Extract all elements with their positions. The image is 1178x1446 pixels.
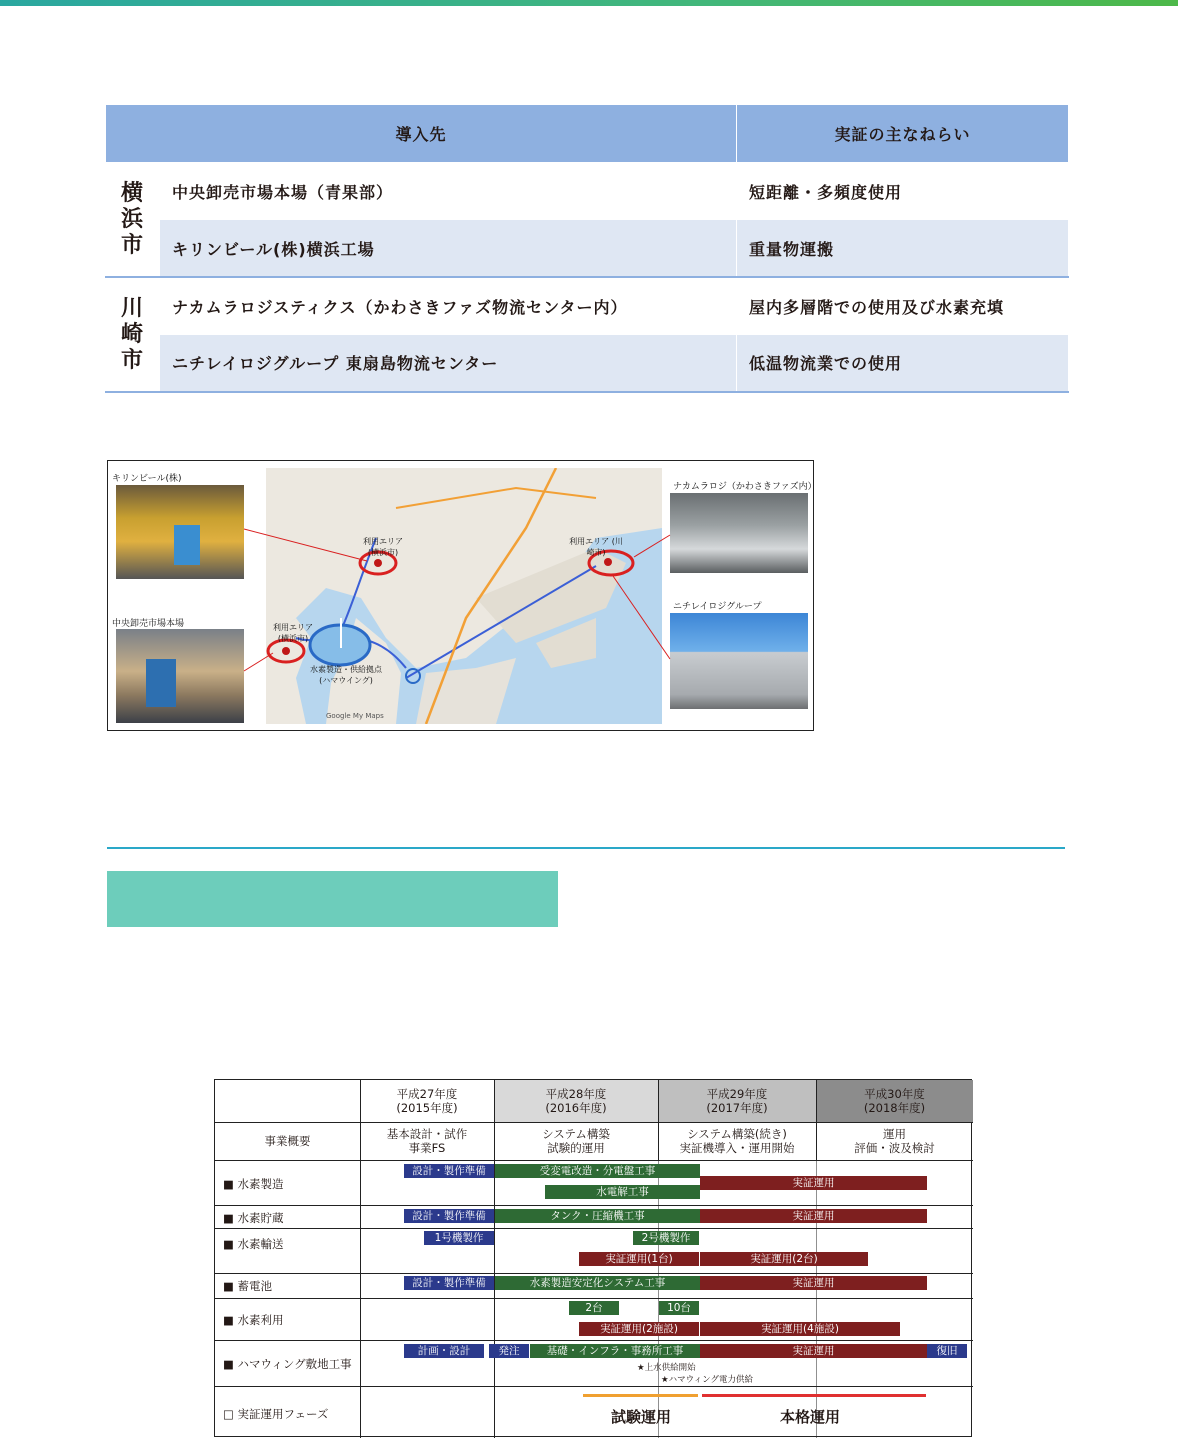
site-cell: 中央卸売市場本場（青果部） <box>160 163 737 220</box>
full-phase-line <box>702 1394 926 1397</box>
bar: 水電解工事 <box>545 1185 700 1199</box>
note: ★上水供給開始 <box>637 1363 696 1373</box>
trial-phase-line <box>583 1394 698 1397</box>
year-header <box>816 1087 973 1115</box>
aim-cell: 屋内多層階での使用及び水素充填 <box>737 277 1069 334</box>
overview-line: システム構築(続き) <box>687 1127 787 1141</box>
city-char: 浜 <box>120 206 144 232</box>
overview-line: 運用 <box>883 1127 906 1141</box>
city-yokohama <box>106 163 160 278</box>
overview-line: システム構築 <box>542 1127 610 1141</box>
label-area-yokohama: 利用エリア (横浜市) <box>363 537 403 557</box>
aim-cell: 低温物流業での使用 <box>737 335 1069 392</box>
overview-cell <box>816 1127 973 1155</box>
site-cell: キリンビール(株)横浜工場 <box>160 220 737 277</box>
year-sub: (2017年度) <box>706 1101 768 1115</box>
phase-trial: 試験運用 <box>611 1408 672 1426</box>
bar: 設計・製作準備 <box>404 1209 494 1223</box>
connector-lines <box>108 461 815 732</box>
top-accent-bar <box>0 0 1178 6</box>
overview-cell <box>658 1127 816 1155</box>
year-sub: (2015年度) <box>396 1101 458 1115</box>
year-label: 平成29年度 <box>706 1087 768 1101</box>
overview-cell <box>494 1127 658 1155</box>
year-header <box>494 1087 658 1115</box>
label-area-yokohama-2: 利用エリア (横浜市) <box>273 623 313 643</box>
aim-cell: 重量物運搬 <box>737 220 1069 277</box>
deployment-table <box>105 104 1069 393</box>
row-label: ■ 水素輸送 <box>223 1237 284 1251</box>
row-label: ■ 水素製造 <box>223 1177 284 1191</box>
bar: 1号機製作 <box>424 1231 494 1245</box>
row-label: ■ 水素利用 <box>223 1313 284 1327</box>
year-label: 平成30年度 <box>864 1087 925 1101</box>
bar: 実証運用(2施設) <box>579 1322 699 1336</box>
city-char: 市 <box>120 232 144 258</box>
overview-line: 評価・波及検討 <box>854 1141 935 1155</box>
bar: タンク・圧縮機工事 <box>495 1209 700 1223</box>
label-market: 中央卸売市場本場 <box>112 619 185 629</box>
overview-label: 事業概要 <box>264 1134 311 1148</box>
year-label: 平成27年度 <box>396 1087 458 1101</box>
year-sub: (2016年度) <box>545 1101 607 1115</box>
year-header <box>360 1087 494 1115</box>
map-figure <box>107 460 817 731</box>
label-nakamura: ナカムラロジ（かわさきファズ内） <box>673 482 817 492</box>
city-char: 横 <box>120 180 144 206</box>
bar: 計画・設計 <box>404 1344 484 1358</box>
label-hamawing: 水素製造・供給拠点 (ハマウイング) <box>310 665 382 685</box>
bar: 設計・製作準備 <box>404 1276 494 1290</box>
label-area-kawasaki: 利用エリア (川崎市) <box>569 537 623 557</box>
bar: 実証運用 <box>700 1344 927 1358</box>
site-cell: ナカムラロジスティクス（かわさきファズ物流センター内） <box>160 277 737 334</box>
bar: 設計・製作準備 <box>404 1164 494 1178</box>
bar: 実証運用 <box>700 1176 927 1190</box>
year-sub: (2018年度) <box>863 1101 926 1115</box>
header-site: 導入先 <box>106 105 737 163</box>
row-label: ■ 水素貯蔵 <box>223 1211 284 1225</box>
bar: 実証運用(2台) <box>700 1252 868 1266</box>
site-cell: ニチレイロジグループ 東扇島物流センター <box>160 335 737 392</box>
bar: 水素製造安定化システム工事 <box>495 1276 700 1290</box>
section-heading-bar <box>107 871 558 927</box>
city-kawasaki <box>106 277 160 392</box>
row-label: ■ 蓄電池 <box>223 1279 273 1293</box>
label-nichirei: ニチレイロジグループ <box>673 602 762 612</box>
bar: 受変電改造・分電盤工事 <box>495 1164 700 1178</box>
schedule-chart <box>214 1079 972 1437</box>
city-char: 川 <box>120 295 144 321</box>
bar: 10台 <box>659 1301 699 1315</box>
overview-line: 実証機導入・運用開始 <box>679 1141 795 1155</box>
bar: 発注 <box>489 1344 529 1358</box>
bar: 基礎・インフラ・事務所工事 <box>530 1344 700 1358</box>
overview-cell <box>360 1127 494 1155</box>
bar: 復旧 <box>927 1344 967 1358</box>
note: ★ハマウィング電力供給 <box>661 1375 753 1385</box>
bar: 実証運用 <box>700 1276 927 1290</box>
bar: 実証運用 <box>700 1209 927 1223</box>
row-label: ■ ハマウィング敷地工事 <box>223 1357 352 1371</box>
header-aim: 実証の主なねらい <box>737 105 1069 163</box>
overview-line: 基本設計・試作 <box>386 1127 468 1141</box>
bar: 2台 <box>569 1301 619 1315</box>
bar: 実証運用(1台) <box>579 1252 699 1266</box>
bar: 2号機製作 <box>633 1231 699 1245</box>
city-char: 市 <box>120 347 144 373</box>
city-char: 崎 <box>120 321 144 347</box>
overview-line: 試験的運用 <box>547 1141 605 1155</box>
section-rule <box>107 847 1065 849</box>
bar: 実証運用(4施設) <box>700 1322 900 1336</box>
aim-cell: 短距離・多頻度使用 <box>737 163 1069 220</box>
year-header <box>658 1087 816 1115</box>
row-label: □ 実証運用フェーズ <box>223 1407 329 1421</box>
label-kirin: キリンビール(株) <box>112 474 182 484</box>
year-label: 平成28年度 <box>545 1087 607 1101</box>
map-credit: Google My Maps <box>326 712 384 720</box>
phase-full: 本格運用 <box>780 1408 841 1426</box>
overview-line: 事業FS <box>408 1141 446 1155</box>
